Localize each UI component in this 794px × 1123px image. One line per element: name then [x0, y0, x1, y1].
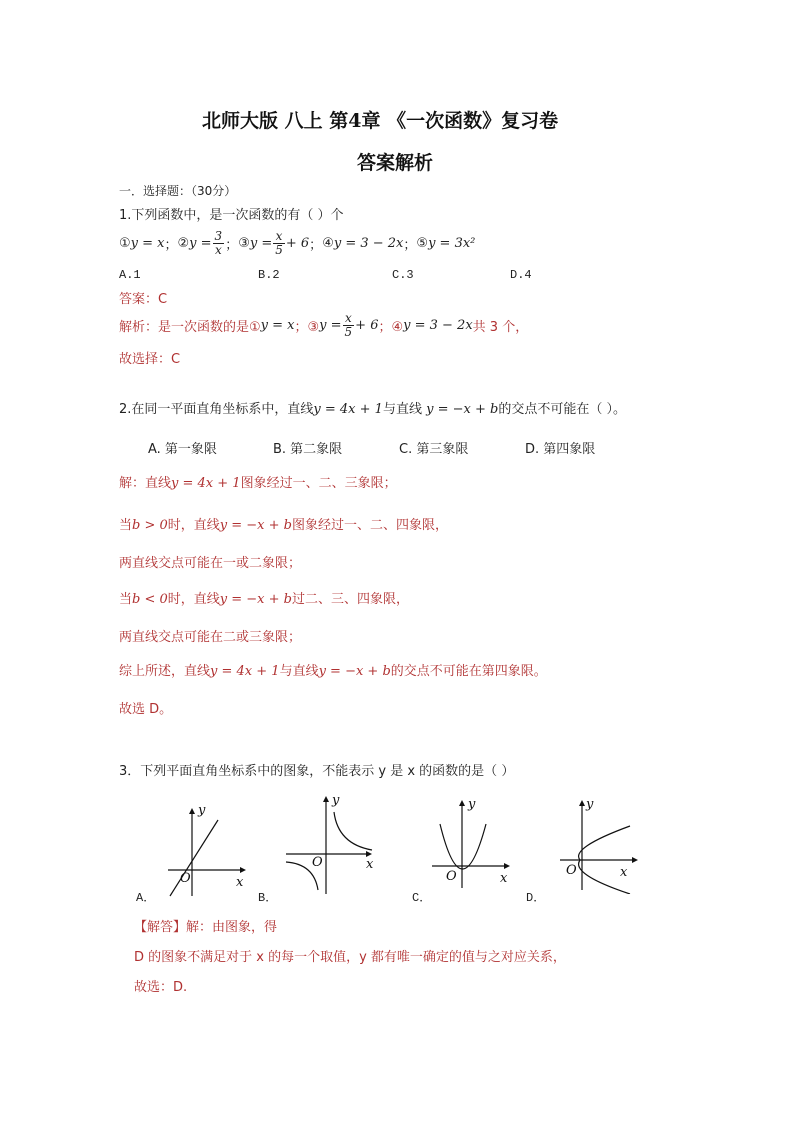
q3-label-a: A． [136, 891, 156, 905]
q1-opt2-fraction [213, 230, 225, 256]
q1-explain-e3-lhs: y = [319, 317, 342, 333]
q2-s6-c: 的交点不可能在第四象限。 [390, 664, 547, 679]
fraction-denominator: x [214, 242, 222, 257]
q3-solution-line2: D 的图象不满足对于 x 的每一个取值，y 都有唯一确定的值与之对应关系， [134, 950, 566, 965]
fraction-numerator: x [343, 312, 355, 326]
q1-opt1-mark: ① [119, 235, 131, 251]
q1-opt3-mark: ③ [238, 235, 250, 251]
q1-explain-fraction [343, 312, 355, 338]
q2-s2-e2: y = −x + b [219, 518, 292, 533]
q3-graph-a [160, 800, 250, 900]
q2-solution-line6 [119, 660, 547, 679]
fraction-denominator: 5 [275, 242, 283, 257]
q3-stem: 3．下列平面直角坐标系中的图象，不能表示 y 是 x 的函数的是（ ） [119, 764, 515, 779]
fraction-numerator: 3 [214, 228, 223, 243]
q3-solution-line3: 故选：D. [134, 980, 188, 995]
q2-stem-c: 的交点不可能在（ ）。 [498, 402, 626, 417]
q1-opt5-expr: y = 3x² [428, 235, 476, 251]
page-title: 北师大版 八上 第4章 《一次函数》复习卷 [202, 110, 559, 132]
q2-solution-line7: 故选 D。 [119, 702, 173, 717]
q3-graph-c [428, 794, 518, 894]
q2-s4-e1: b < 0 [132, 592, 168, 607]
q1-explain-sep2: ；④ [378, 319, 404, 335]
q2-stem [119, 398, 626, 417]
y-label: y [332, 793, 340, 808]
graph-line [170, 820, 218, 896]
q1-conclusion: 故选择：C [119, 352, 181, 367]
q2-stem-b: 与直线 [382, 402, 427, 417]
q1-opt2-mark: ② [177, 235, 190, 251]
q2-choice-b: B. 第二象限 [273, 442, 343, 457]
y-arrow-icon [459, 800, 465, 806]
y-label: y [468, 797, 476, 812]
q2-solution-line1 [119, 472, 397, 491]
q1-opt4-mark: ④ [322, 235, 334, 251]
q1-choice-a: A.1 [119, 268, 141, 282]
x-arrow-icon [632, 857, 638, 863]
q2-choice-c: C. 第三象限 [399, 442, 469, 457]
q1-explain-e4: y = 3 − 2x [403, 317, 473, 333]
q2-s1-b: 图象经过一、二、三象限； [240, 476, 397, 491]
q3-solution-tag: 【解答】 [134, 920, 187, 935]
q1-choice-d: D.4 [510, 268, 532, 282]
q1-explain-e1: y = x [260, 317, 295, 333]
x-label: x [236, 875, 244, 890]
q2-stem-e1: y = 4x + 1 [313, 402, 383, 417]
q1-sep: ； [403, 237, 417, 253]
y-arrow-icon [579, 800, 585, 806]
origin-label: O [312, 855, 323, 870]
x-label: x [366, 857, 374, 872]
x-label: x [500, 871, 508, 886]
q1-explain-sep1: ；③ [294, 319, 320, 335]
q2-s6-b: 与直线 [279, 664, 319, 679]
q1-opt5-mark: ⑤ [416, 235, 429, 251]
q2-choice-a: A. 第一象限 [148, 442, 217, 457]
q2-solution-line2 [119, 514, 448, 533]
q1-explain-e3-tail: + 6 [355, 317, 379, 333]
q1-choice-c: C.3 [392, 268, 414, 282]
page-subtitle: 答案解析 [357, 152, 434, 174]
y-arrow-icon [189, 808, 195, 814]
q1-opt3-lhs: y = [249, 235, 273, 251]
q2-s2-b: 时，直线 [167, 518, 220, 533]
q2-s1-e: y = 4x + 1 [171, 476, 241, 491]
q3-label-d: D． [526, 891, 546, 905]
graph-curve-upper [334, 812, 372, 850]
q2-stem-a: 2.在同一平面直角坐标系中，直线 [119, 402, 314, 417]
q1-explain-prefix: 解析：是一次函数的是① [119, 319, 261, 335]
q1-sep: ； [164, 237, 178, 253]
q1-opt1-expr: y = x [130, 235, 165, 251]
q1-sep: ； [309, 237, 323, 253]
q2-s1-a: 解：直线 [119, 476, 172, 491]
x-label: x [620, 865, 628, 880]
q2-s4-a: 当 [119, 592, 133, 607]
q2-solution-line5: 两直线交点可能在二或三象限； [119, 630, 302, 645]
q3-solution-a: 解：由图象，得 [186, 920, 278, 935]
q1-opt4-expr: y = 3 − 2x [333, 235, 404, 251]
q1-opt2-lhs: y = [189, 235, 212, 251]
q2-s2-c: 图象经过一、二、四象限， [292, 518, 449, 533]
fraction-numerator: x [273, 230, 285, 244]
q2-s6-e2: y = −x + b [318, 664, 391, 679]
q3-solution-line1 [134, 916, 277, 935]
q3-graph-b [282, 790, 382, 900]
q2-s6-a: 综上所述，直线 [119, 664, 211, 679]
q1-answer: 答案：C [119, 292, 168, 307]
q2-s4-b: 时，直线 [167, 592, 220, 607]
y-label: y [198, 803, 206, 818]
fraction-denominator: 5 [344, 324, 353, 339]
origin-label: O [566, 863, 577, 878]
q3-label-b: B． [258, 891, 278, 905]
section-heading: 一．选择题：（30分） [119, 184, 237, 198]
origin-label: O [180, 871, 191, 886]
q2-s4-c: 过二、三、四象限， [292, 592, 410, 607]
q3-label-c: C． [412, 891, 432, 905]
q2-s2-e1: b > 0 [132, 518, 168, 533]
x-arrow-icon [504, 863, 510, 869]
q2-s2-a: 当 [119, 518, 133, 533]
q2-solution-line3: 两直线交点可能在一或二象限； [119, 556, 302, 571]
q2-s6-e1: y = 4x + 1 [210, 664, 280, 679]
q1-explanation [119, 306, 528, 344]
q3-graph-d [556, 794, 646, 894]
q1-opt3-tail: + 6 [285, 235, 310, 251]
q1-stem: 1.下列函数中，是一次函数的有（ ）个 [119, 208, 344, 223]
q2-stem-e2: y = −x + b [426, 402, 499, 417]
q1-opt3-fraction [273, 230, 285, 256]
q1-options [119, 224, 475, 262]
graph-curve [440, 824, 486, 869]
origin-label: O [446, 869, 457, 884]
q2-solution-line4 [119, 588, 409, 607]
q2-choice-d: D. 第四象限 [525, 442, 596, 457]
q1-sep: ； [225, 237, 239, 253]
y-arrow-icon [323, 796, 329, 802]
q1-explain-suffix: 共 3 个， [472, 319, 529, 335]
q2-s4-e2: y = −x + b [219, 592, 292, 607]
y-label: y [586, 797, 594, 812]
q1-choice-b: B.2 [258, 268, 280, 282]
x-arrow-icon [240, 867, 246, 873]
